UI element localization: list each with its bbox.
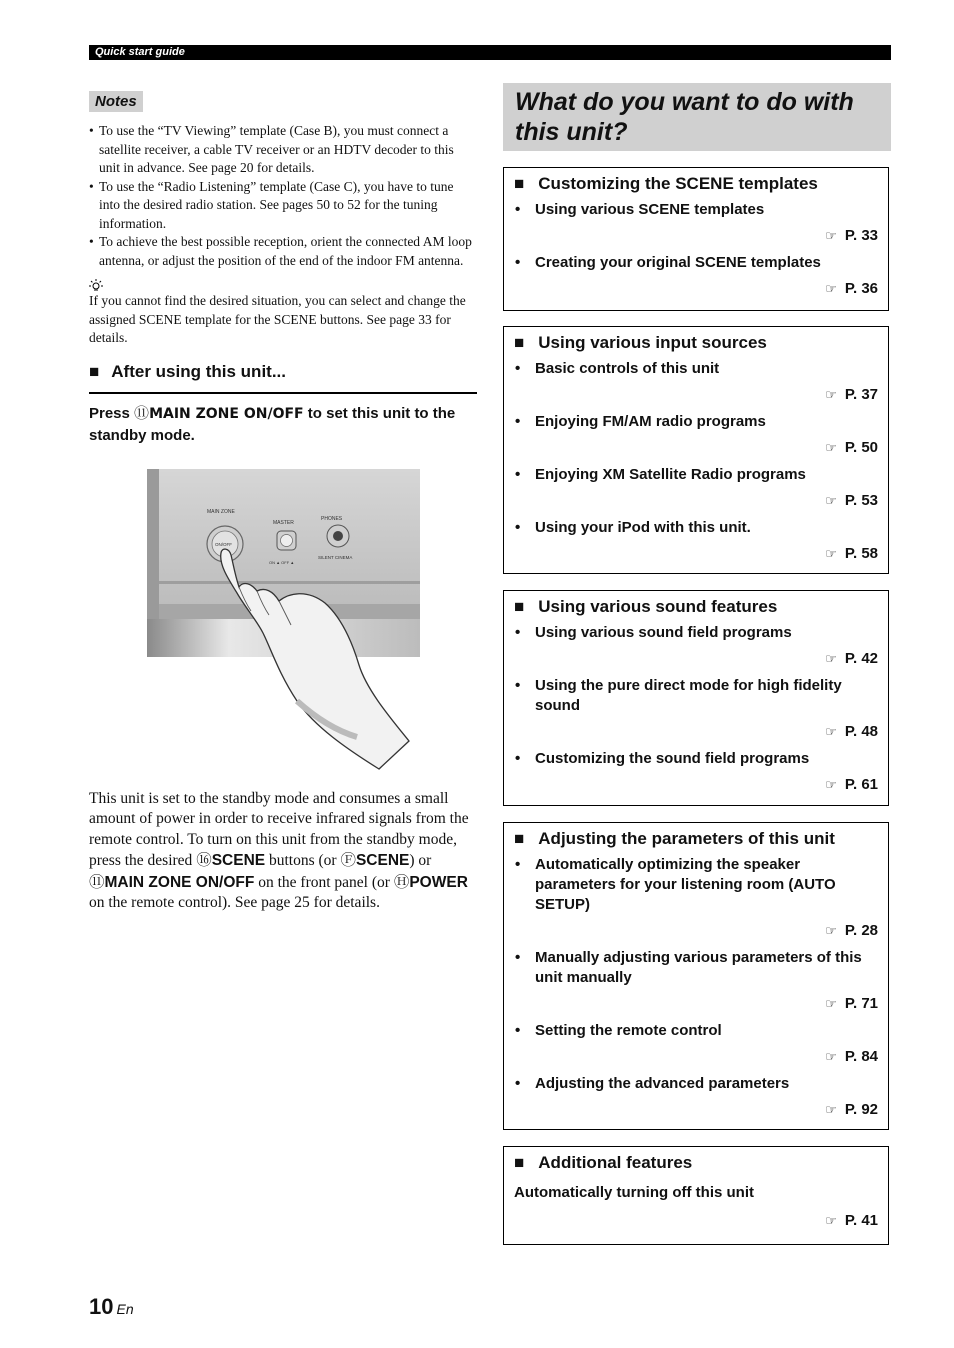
note-item: • To achieve the best possible reception, orient the connected AM loop antenna, or adjust the position of the end of the indoor FM antenna. [89, 233, 477, 270]
list-item: Automatically turning off this unit [514, 1184, 754, 1201]
page-reference: ☞ P. 48 [825, 723, 878, 740]
main-zone-key-label: MAIN ZONE ON/OFF [149, 405, 304, 422]
list-item: • Using various sound field programs [514, 623, 878, 643]
page-reference: ☞ P. 61 [825, 776, 878, 793]
header-label: Quick start guide [95, 46, 185, 58]
page-reference: ☞ P. 92 [825, 1101, 878, 1118]
pointing-hand-icon: ☞ [825, 441, 837, 456]
pointing-hand-icon: ☞ [825, 924, 837, 939]
page-reference: ☞ P. 41 [825, 1212, 878, 1229]
pointing-hand-icon: ☞ [825, 1050, 837, 1065]
tip-text: If you cannot find the desired situation, you can select and change the assigned SCENE template for the SCENE buttons. See page 33 for details. [89, 293, 466, 345]
svg-text:ON/OFF: ON/OFF [215, 541, 232, 547]
notes-label: Notes [89, 91, 143, 112]
section-scene-templates [503, 167, 889, 311]
pointing-hand-icon: ☞ [825, 229, 837, 244]
list-item: • Basic controls of this unit [514, 359, 878, 379]
pointing-hand-icon: ☞ [825, 1214, 837, 1229]
pointing-hand-icon: ☞ [825, 725, 837, 740]
section-heading: ■ Additional features [514, 1153, 693, 1172]
language-code: En [116, 1301, 134, 1317]
front-panel-illustration [147, 469, 420, 775]
header-bar [89, 45, 891, 60]
lightbulb-icon [89, 278, 103, 292]
page-reference: ☞ P. 53 [825, 492, 878, 509]
pointing-hand-icon: ☞ [825, 778, 837, 793]
section-additional-features [503, 1146, 889, 1245]
section-heading: ■ Using various sound features [514, 597, 778, 616]
page-number: 10 [89, 1294, 114, 1319]
section-input-sources [503, 326, 889, 574]
list-item: • Enjoying XM Satellite Radio programs [514, 465, 878, 485]
list-item: • Adjusting the advanced parameters [514, 1074, 878, 1094]
list-item: • Using the pure direct mode for high fidelity sound [514, 676, 878, 716]
page-reference: ☞ P. 42 [825, 650, 878, 667]
page-reference: ☞ P. 50 [825, 439, 878, 456]
pointing-hand-icon: ☞ [825, 282, 837, 297]
section-parameters [503, 822, 889, 1130]
svg-text:MASTER: MASTER [273, 519, 294, 526]
list-item: • Manually adjusting various parameters of this unit manually [514, 948, 878, 988]
notes-list [89, 122, 477, 270]
svg-text:MAIN ZONE: MAIN ZONE [207, 508, 235, 515]
page-reference: ☞ P. 28 [825, 922, 878, 939]
press-instruction: Press ⑪MAIN ZONE ON/OFF to set this unit to the standby mode. [89, 403, 456, 444]
svg-text:ON ▲ OFF ▲: ON ▲ OFF ▲ [269, 559, 295, 565]
page-reference: ☞ P. 58 [825, 545, 878, 562]
list-item: • Enjoying FM/AM radio programs [514, 412, 878, 432]
list-item: • Using various SCENE templates [514, 200, 878, 220]
pointing-hand-icon: ☞ [825, 547, 837, 562]
after-using-heading: ■ After using this unit... [89, 362, 477, 394]
list-item: • Using your iPod with this unit. [514, 518, 878, 538]
note-item: • To use the “Radio Listening” template (Case C), you have to tune into the desired radio station. See pages 50 to 52 for the tuning information. [89, 178, 477, 234]
page-reference: ☞ P. 71 [825, 995, 878, 1012]
standby-description: This unit is set to the standby mode and consumes a small amount of power in order to receive infrared signals from the remote control. To turn on this unit from the standby mode, press the desired ⑯SCENE buttons (or ⒻSCENE) or ⑪MAIN ZONE ON/OFF on the front panel (or ⒽPOWER on the remote control). See page 25 for details. [89, 789, 469, 911]
list-item: • Automatically optimizing the speaker parameters for your listening room (AUTO SETUP) [514, 855, 878, 915]
section-heading: ■ Using various input sources [514, 333, 767, 352]
svg-text:SILENT CINEMA: SILENT CINEMA [318, 554, 353, 560]
list-item: • Setting the remote control [514, 1021, 878, 1041]
page-reference: ☞ P. 37 [825, 386, 878, 403]
page-footer [89, 1294, 134, 1320]
pointing-hand-icon: ☞ [825, 388, 837, 403]
page-title: What do you want to do with this unit? [503, 83, 891, 151]
page-reference: ☞ P. 84 [825, 1048, 878, 1065]
section-heading: ■ Customizing the SCENE templates [514, 174, 818, 193]
pointing-hand-icon: ☞ [825, 652, 837, 667]
list-item: • Creating your original SCENE templates [514, 253, 878, 273]
page-reference: ☞ P. 36 [825, 280, 878, 297]
left-column [89, 91, 477, 914]
pointing-hand-icon: ☞ [825, 1103, 837, 1118]
section-heading: ■ Adjusting the parameters of this unit [514, 829, 835, 848]
section-sound-features [503, 590, 889, 806]
page-reference: ☞ P. 33 [825, 227, 878, 244]
pointing-hand-icon: ☞ [825, 997, 837, 1012]
note-item: • To use the “TV Viewing” template (Case B), you must connect a satellite receiver, a cable TV receiver or an HDTV decoder to this unit in advance. See page 20 for details. [89, 122, 477, 178]
svg-text:PHONES: PHONES [321, 515, 343, 522]
list-item: • Customizing the sound field programs [514, 749, 878, 769]
pointing-hand-icon: ☞ [825, 494, 837, 509]
